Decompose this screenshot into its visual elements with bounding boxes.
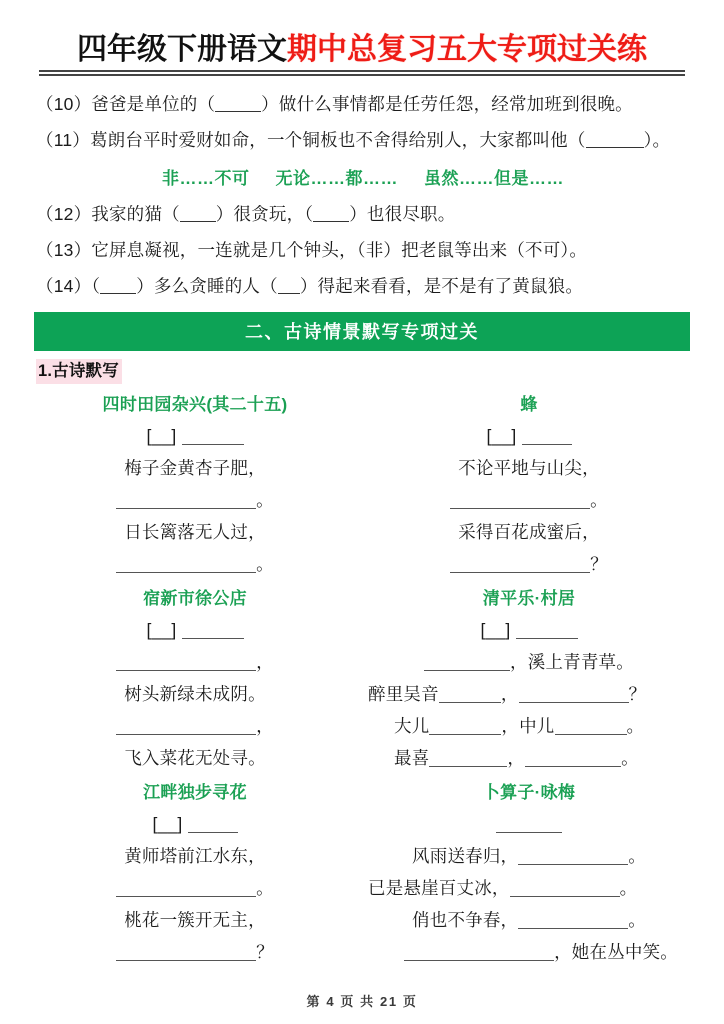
poem-2-line-2	[368, 484, 690, 516]
poem-cell-2	[362, 390, 696, 580]
poem-3-line-1	[34, 646, 356, 678]
question-12-text-c: ）也很尽职。	[349, 203, 456, 224]
poem-4-line-3-punct: 。	[626, 715, 645, 736]
question-14-number: （14）	[36, 275, 92, 296]
question-11-blank-part2[interactable]	[622, 147, 644, 148]
poem-4-line-4-text-b: ，	[507, 747, 526, 768]
poem-6-line-2-blank[interactable]	[510, 876, 620, 897]
poem-6-author-line	[368, 808, 690, 840]
poem-2-author-blank[interactable]	[522, 424, 572, 445]
poem-4-line-3-blank-1[interactable]	[429, 714, 501, 735]
poem-title-2: 蜂	[520, 394, 538, 414]
poem-2-author-line	[368, 420, 690, 452]
poem-4-author-mark: [__]	[480, 619, 511, 640]
poem-6-line-3-text-a: 俏也不争春，	[412, 909, 519, 930]
poem-3-line-1-blank[interactable]	[116, 650, 256, 671]
poem-4-line-2-text-a: 醉里吴音	[368, 683, 439, 704]
poem-title-5: 江畔独步寻花	[143, 782, 247, 802]
poem-1-line-2-punct: 。	[256, 489, 274, 510]
question-14-text-b: ）多么贪睡的人（	[136, 275, 278, 296]
question-14-blank-1[interactable]	[100, 293, 136, 294]
poem-3-line-3-punct: ，	[256, 715, 274, 736]
question-13	[36, 232, 690, 268]
poem-4-line-2-text-c: ？	[628, 683, 647, 704]
subsection-heading-wrap	[18, 359, 706, 384]
question-12-blank-2[interactable]	[313, 221, 349, 222]
poem-3-author-blank[interactable]	[182, 618, 244, 639]
poem-3-line-2: 树头新绿未成阴。	[124, 683, 266, 704]
poem-title-6: 卜算子·咏梅	[482, 782, 576, 802]
question-11	[36, 122, 690, 158]
poem-cell-1	[28, 390, 362, 580]
poem-cell-6	[362, 778, 696, 968]
question-10-text-a: 爸爸是单位的（	[91, 93, 216, 114]
title-double-rule	[39, 70, 685, 76]
poem-body-1	[34, 420, 356, 580]
question-12-blank-1[interactable]	[180, 221, 216, 222]
page-title-black-part: 四年级下册语文	[77, 33, 287, 66]
poem-6-line-3-punct: 。	[628, 909, 646, 930]
poem-body-6	[368, 808, 690, 968]
question-14	[36, 268, 690, 304]
question-13-text: 它屏息凝视，一连就是几个钟头，（非）把老鼠等出来（不可）。	[91, 239, 588, 260]
page-footer: 第 4 页 共 21 页	[306, 994, 418, 1009]
poem-4-line-2-text-b: ，	[500, 683, 519, 704]
poem-body-3	[34, 614, 356, 774]
question-13-number: （13）	[36, 239, 92, 260]
conjunction-hint-line	[36, 162, 690, 196]
poem-4-line-3-text-b: ，中儿	[501, 715, 555, 736]
poem-1-author-mark: [__]	[146, 425, 177, 446]
poem-2-line-4	[368, 548, 690, 580]
question-10-blank[interactable]	[215, 111, 261, 112]
question-11-blank-part1[interactable]	[586, 147, 622, 148]
hint-item-2: 无论……都……	[275, 168, 398, 188]
poem-body-5	[34, 808, 356, 968]
poem-2-line-3: 采得百花成蜜后，	[458, 521, 600, 542]
poem-4-line-4-blank-2[interactable]	[525, 746, 621, 767]
poem-5-line-2	[34, 872, 356, 904]
poem-3-author-line	[34, 614, 356, 646]
question-12-text-b: ）很贪玩，（	[215, 203, 314, 224]
poem-4-line-1	[368, 646, 690, 678]
poem-3-line-4: 飞入菜花无处寻。	[124, 747, 266, 768]
poem-4-line-4	[368, 742, 690, 774]
poem-2-line-4-blank[interactable]	[450, 552, 590, 573]
poem-1-line-4	[34, 548, 356, 580]
hint-item-1: 非……不可	[162, 168, 250, 188]
poem-body-4	[368, 614, 690, 774]
question-11-number: （11）	[36, 129, 90, 150]
poem-cell-5	[28, 778, 362, 968]
question-12-text-a: 我家的猫（	[91, 203, 180, 224]
poem-5-line-3: 桃花一簇开无主，	[124, 909, 266, 930]
question-11-text-b: ）。	[643, 129, 671, 150]
poem-4-line-2	[368, 678, 690, 710]
poem-6-line-1	[368, 840, 690, 872]
poem-6-line-2	[368, 872, 690, 904]
question-14-text-a: （	[91, 275, 101, 296]
poem-2-author-mark: [__]	[486, 425, 517, 446]
question-14-text-c: ）得起来看看，是不是有了黄鼠狼。	[299, 275, 584, 296]
poem-5-line-4	[34, 936, 356, 968]
poem-6-line-1-text-a: 风雨送春归，	[412, 845, 519, 866]
poem-6-line-1-punct: 。	[628, 845, 646, 866]
poem-3-line-1-punct: ，	[256, 651, 274, 672]
poem-2-line-4-punct: ？	[590, 553, 608, 574]
poem-cell-4	[362, 584, 696, 774]
poem-5-line-2-blank[interactable]	[116, 876, 256, 897]
subsection-heading: 1.古诗默写	[36, 359, 122, 384]
poem-title-3: 宿新市徐公店	[143, 588, 247, 608]
poem-5-author-mark: [__]	[152, 813, 183, 834]
poem-1-line-4-blank[interactable]	[116, 552, 256, 573]
question-10	[36, 86, 690, 122]
poem-5-line-4-blank[interactable]	[116, 940, 256, 961]
poem-4-line-3	[368, 710, 690, 742]
poem-2-line-2-blank[interactable]	[450, 488, 590, 509]
poem-1-line-1: 梅子金黄杏子肥，	[124, 457, 266, 478]
hint-item-3: 虽然……但是……	[424, 168, 564, 188]
poem-6-line-4-text: ，她在丛中笑。	[554, 941, 678, 962]
question-14-blank-2[interactable]	[278, 293, 300, 294]
poem-1-author-line	[34, 420, 356, 452]
poem-3-author-mark: [__]	[146, 619, 177, 640]
poem-1-line-3: 日长篱落无人过，	[124, 521, 266, 542]
poem-2-line-2-punct: 。	[590, 489, 608, 510]
poem-3-line-3	[34, 710, 356, 742]
poem-title-1: 四时田园杂兴(其二十五)	[102, 394, 288, 414]
question-list	[18, 86, 706, 304]
page-title	[18, 0, 706, 76]
poem-1-line-4-punct: 。	[256, 553, 274, 574]
poem-5-line-2-punct: 。	[256, 877, 274, 898]
poem-5-line-4-punct: ？	[256, 941, 274, 962]
poem-4-line-1-blank[interactable]	[424, 650, 510, 671]
poem-4-line-4-text-a: 最喜	[394, 747, 430, 768]
poem-title-4: 清平乐·村居	[482, 588, 576, 608]
poem-2-line-1: 不论平地与山尖，	[458, 457, 600, 478]
poem-1-line-2-blank[interactable]	[116, 488, 256, 509]
question-12-number: （12）	[36, 203, 92, 224]
poem-5-line-1: 黄师塔前江水东，	[124, 845, 266, 866]
section-banner: 二、古诗情景默写专项过关	[34, 312, 690, 351]
poem-5-author-line	[34, 808, 356, 840]
poem-3-line-3-blank[interactable]	[116, 714, 256, 735]
page-title-red-part: 期中总复习五大专项过关练	[287, 33, 647, 66]
poem-4-author-blank[interactable]	[516, 618, 578, 639]
poem-6-line-2-punct: 。	[619, 877, 638, 898]
poem-6-line-1-blank[interactable]	[518, 844, 628, 865]
poem-6-line-4-blank[interactable]	[404, 940, 554, 961]
poem-4-line-2-blank-2[interactable]	[519, 682, 629, 703]
poem-cell-3	[28, 584, 362, 774]
poem-5-author-blank[interactable]	[188, 812, 238, 833]
poem-6-line-4	[368, 936, 690, 968]
poem-4-author-line	[368, 614, 690, 646]
poem-4-line-3-blank-2[interactable]	[555, 714, 627, 735]
poem-4-line-4-punct: 。	[621, 747, 639, 768]
poem-6-line-2-text-a: 已是悬崖百丈冰，	[368, 877, 510, 898]
poem-4-line-4-blank-1[interactable]	[429, 746, 507, 767]
poem-4-line-1-text: ，溪上青青草。	[510, 651, 634, 672]
question-12	[36, 196, 690, 232]
poem-6-author-blank[interactable]	[496, 812, 562, 833]
poem-6-line-3	[368, 904, 690, 936]
question-10-text-b: ）做什么事情都是任劳任怨，经常加班到很晚。	[261, 93, 633, 114]
question-10-number: （10）	[36, 93, 92, 114]
poem-1-author-blank[interactable]	[182, 424, 244, 445]
poem-body-2	[368, 420, 690, 580]
poem-4-line-2-blank-1[interactable]	[439, 682, 501, 703]
poem-6-line-3-blank[interactable]	[518, 908, 628, 929]
poem-grid	[18, 390, 706, 972]
poem-1-line-2	[34, 484, 356, 516]
question-11-text-a: 葛朗台平时爱财如命，一个铜板也不舍得给别人，大家都叫他（	[89, 129, 586, 150]
poem-4-line-3-text-a: 大儿	[394, 715, 430, 736]
